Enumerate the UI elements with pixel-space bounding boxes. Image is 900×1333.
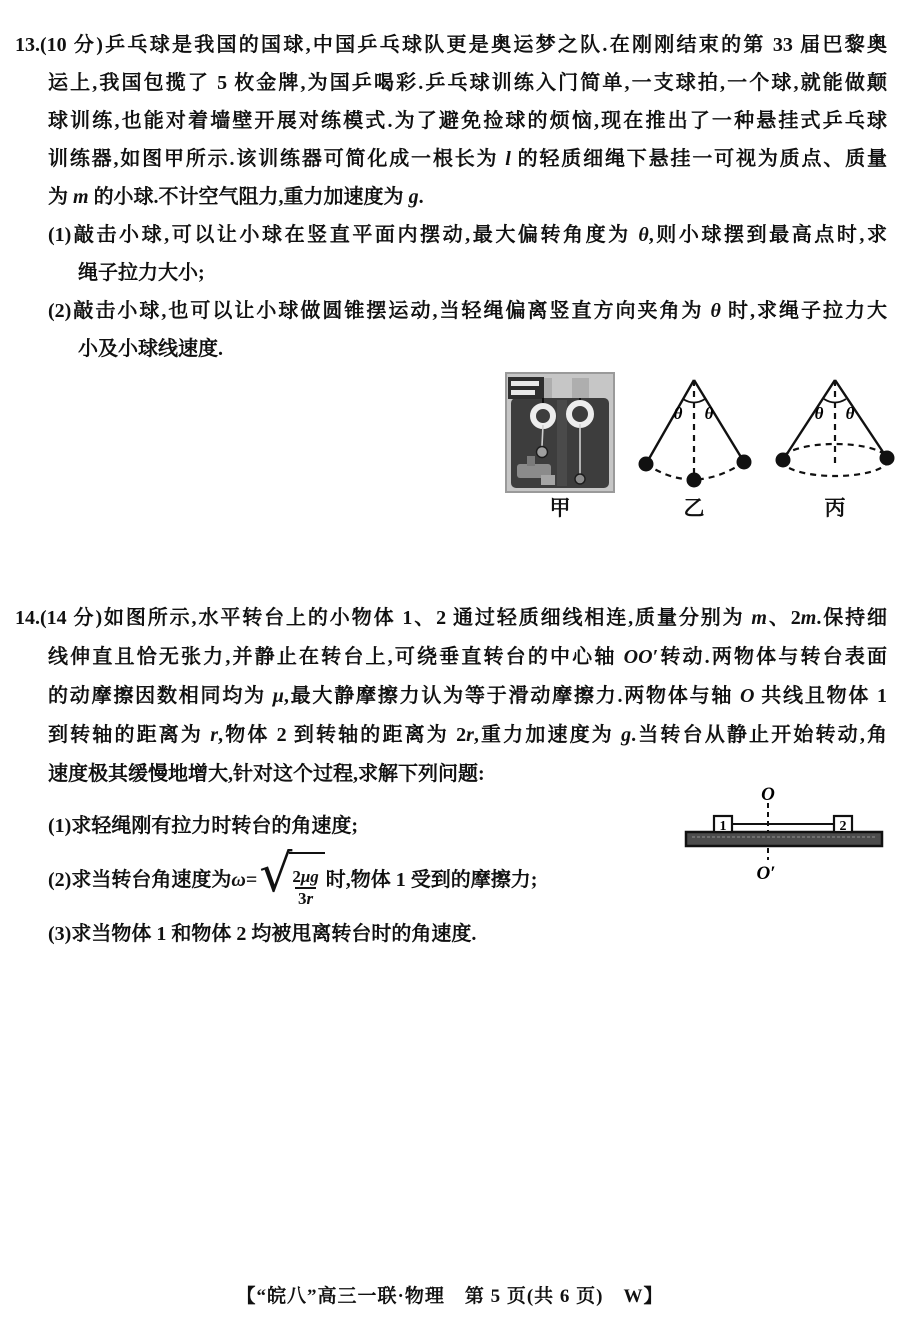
fraction-numerator: 2μg [292,866,319,886]
p13-subq1-cont: 绳子拉力大小; [78,262,205,284]
p14-line: 14.(14 分)如图所示,水平转台上的小物体 1、2 通过轻质细线相连,质量分别为 m、2m.保持细 [15,607,888,629]
axis-O-prime-label: O′ [756,863,776,884]
theta-left-label: θ [814,404,824,423]
figure-bing-label: 丙 [824,496,846,520]
p13-line: 13.(10 分)乒乓球是我国的国球,中国乒乓球队更是奥运梦之队.在刚刚结束的第 33 届巴黎奥 [15,34,887,56]
figure-bing [773,372,897,524]
p13-line: 球训练,也能对着墙壁开展对练模式.为了避免捡球的烦恼,现在推出了一种悬挂式乒乓球 [48,110,887,132]
theta-right-label: θ [845,404,855,423]
trainer-photo [505,372,615,493]
p13-line: 训练器,如图甲所示.该训练器可简化成一根长为 l 的轻质细绳下悬挂一可视为质点、质量 [48,148,888,170]
p14-line: 到转轴的距离为 r,物体 2 到转轴的距离为 2r,重力加速度为 g.当转台从静止开始转动,角 [48,724,887,746]
fraction [292,867,318,909]
figure-yi [636,372,752,524]
p13-line: 为 m 的小球.不计空气阻力,重力加速度为 g. [48,186,424,208]
p14-subq1: (1)求轻绳刚有拉力时转台的角速度; [48,815,358,837]
turntable-diagram [684,784,888,884]
omega-equals: ω= [231,868,258,891]
q2-prefix: (2)求当转台角速度为 [48,868,232,891]
page-footer: 【“皖八”高三一联·物理 第 5 页(共 6 页) W】 [236,1286,664,1307]
problem-13 [15,26,887,368]
theta-right-label: θ [704,404,714,423]
theta-left-label: θ [673,404,683,423]
p14-subq3: (3)求当物体 1 和物体 2 均被甩离转台时的角速度. [48,923,477,945]
problem-13-figure [505,372,897,524]
fraction-denominator: 3r [295,887,316,909]
block-2-label: 2 [839,819,847,834]
radical-sign: √ [259,843,293,904]
square-root [259,843,325,909]
p13-subq2-cont: 小及小球线速度. [78,338,223,360]
p14-line: 速度极其缓慢地增大,针对这个过程,求解下列问题: [48,763,485,785]
pendulum-swing-diagram [636,372,752,493]
p13-subq1: (1)敲击小球,可以让小球在竖直平面内摆动,最大偏转角度为 θ,则小球摆到最高点时,求 [48,224,888,246]
problem-14 [15,599,887,954]
block-1-label: 1 [719,819,727,834]
q2-suffix: 时,物体 1 受到的摩擦力; [325,868,538,891]
conical-pendulum-diagram [773,372,897,493]
figure-jia-label: 甲 [549,496,571,520]
figure-jia [505,372,615,524]
figure-yi-label: 乙 [683,496,705,520]
axis-O-label: O [761,784,775,805]
p13-subq2: (2)敲击小球,也可以让小球做圆锥摆运动,当轻绳偏离竖直方向夹角为 θ 时,求绳子拉力大 [48,300,887,322]
problem-14-figure [684,784,888,884]
p14-line: 的动摩擦因数相同均为 μ,最大静摩擦力认为等于滑动摩擦力.两物体与轴 O 共线且物体 1 [48,685,888,707]
p14-line: 线伸直且恰无张力,并静止在转台上,可绕垂直转台的中心轴 OO′转动.两物体与转台表面 [48,646,888,668]
p13-line: 运上,我国包揽了 5 枚金牌,为国乒喝彩.乒乓球训练入门简单,一支球拍,一个球,就能做颠 [48,72,887,94]
